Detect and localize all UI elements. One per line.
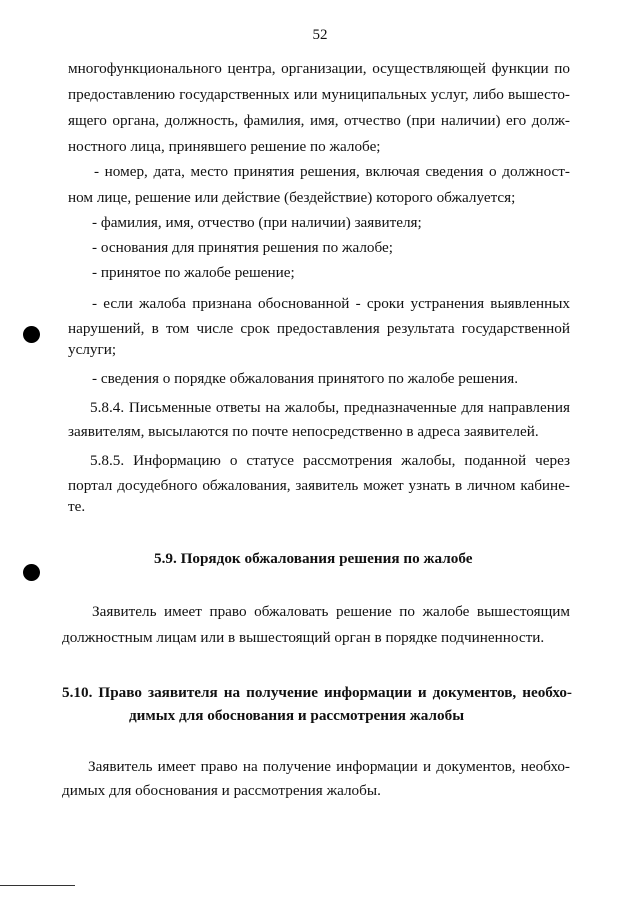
text-line: заявителям, высылаются по почте непосредственно в адреса заявителей. <box>68 423 539 440</box>
text-line: ностного лица, принявшего решение по жалобе; <box>68 138 381 155</box>
text-line: Заявитель имеет право обжаловать решение по жалобе вышестоящим <box>92 603 570 620</box>
section-heading: 5.10. Право заявителя на получение информации и документов, необхо- <box>62 684 572 701</box>
section-heading: димых для обоснования и рассмотрения жалобы <box>129 707 465 724</box>
text-line: нарушений, в том числе срок предоставления результата государственной <box>68 320 570 337</box>
text-line: должностным лицам или в вышестоящий орган в порядке подчиненности. <box>62 629 545 646</box>
page-number: 52 <box>312 27 328 43</box>
text-line: многофункционального центра, организации, осуществляющей функции по <box>68 60 570 77</box>
text-line: услуги; <box>68 341 117 358</box>
text-line: Заявитель имеет право на получение информации и документов, необхо- <box>88 758 570 775</box>
text-line: - сведения о порядке обжалования принятого по жалобе решения. <box>92 370 519 387</box>
section-heading: 5.9. Порядок обжалования решения по жалобе <box>154 550 473 567</box>
text-line: димых для обоснования и рассмотрения жалобы. <box>62 782 381 799</box>
text-line: предоставлению государственных или муниципальных услуг, либо вышесто- <box>68 86 570 103</box>
text-line: - принятое по жалобе решение; <box>92 264 295 281</box>
text-line: ящего органа, должность, фамилия, имя, отчество (при наличии) его долж- <box>68 112 570 129</box>
text-line: 5.8.4. Письменные ответы на жалобы, предназначенные для направления <box>90 399 570 416</box>
punch-hole <box>23 564 40 581</box>
text-line: 5.8.5. Информацию о статусе рассмотрения жалобы, поданной через <box>90 452 570 469</box>
footer-rule <box>0 885 75 886</box>
punch-hole <box>23 326 40 343</box>
text-line: те. <box>68 498 86 515</box>
text-line: ном лице, решение или действие (бездействие) которого обжалуется; <box>68 189 516 206</box>
text-line: - фамилия, имя, отчество (при наличии) заявителя; <box>92 214 422 231</box>
text-line: - номер, дата, место принятия решения, включая сведения о должност- <box>94 163 570 180</box>
text-line: - если жалоба признана обоснованной - сроки устранения выявленных <box>92 295 570 312</box>
text-line: портал досудебного обжалования, заявитель может узнать в личном кабине- <box>68 477 570 494</box>
text-line: - основания для принятия решения по жалобе; <box>92 239 393 256</box>
